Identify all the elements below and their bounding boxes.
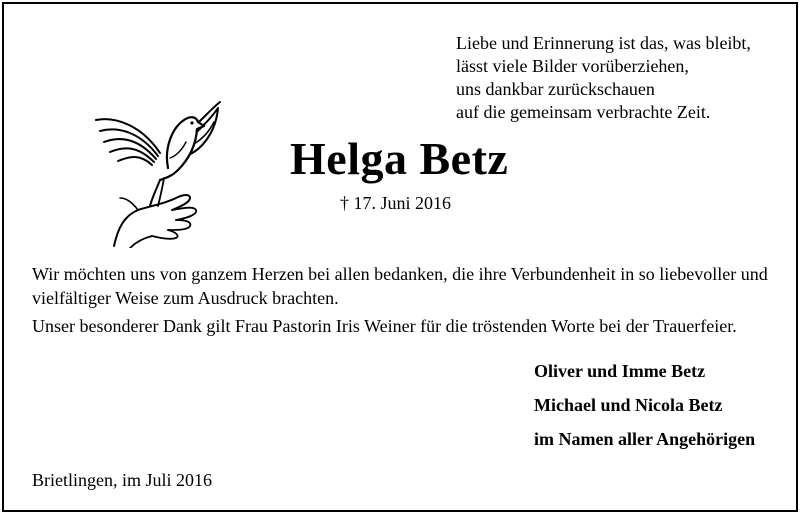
deceased-name: Helga Betz [290,133,509,184]
signers-block [534,361,755,463]
signer-line: Oliver und Imme Betz [534,361,706,381]
motto-line: lässt viele Bilder vorüberziehen, [456,56,689,76]
thanks-text [32,262,782,338]
obituary-card [2,2,798,512]
signer-line: Michael und Nicola Betz [534,395,723,415]
dove-over-hand-icon [90,98,230,248]
place-date: Brietlingen, im Juli 2016 [32,470,212,490]
signer-line: im Namen aller Angehörigen [534,429,756,449]
motto-line: auf die gemeinsam verbrachte Zeit. [456,102,711,122]
motto-verse [456,32,751,124]
thanks-paragraph: Unser besonderer Dank gilt Frau Pastorin Iris Weiner für die tröstenden Worte bei der Trauerfeier. [32,316,737,336]
motto-line: uns dankbar zurückschauen [456,79,655,99]
death-date: † 17. Juni 2016 [340,193,452,213]
thanks-paragraph: Wir möchten uns von ganzem Herzen bei allen bedanken, die ihre Verbundenheit in so liebevoller und vielfältiger Weise zum Ausdruck brachten. [32,264,768,308]
motto-line: Liebe und Erinnerung ist das, was bleibt, [456,33,751,53]
